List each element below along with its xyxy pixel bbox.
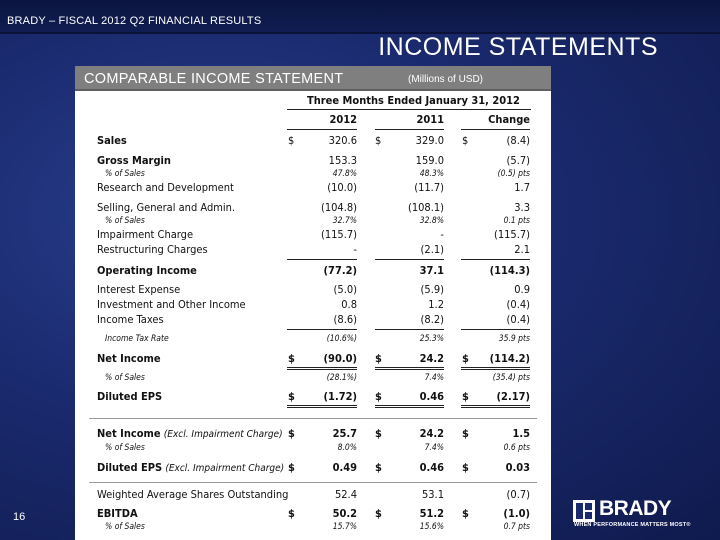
dollar-sign: $ <box>375 507 382 520</box>
row-label-sales: Sales <box>97 134 127 147</box>
col-underline-2011 <box>375 129 444 130</box>
cell-sga-2012: (104.8) <box>320 201 357 214</box>
row-label-ni-excl-pct: % of Sales <box>105 443 145 453</box>
cell-restructuring-2011: (2.1) <box>420 243 444 256</box>
row-label-diluted-eps: Diluted EPS <box>97 390 163 403</box>
cell-ni-excl-pct-2011: 7.4% <box>424 443 444 453</box>
row-label-rnd: Research and Development <box>97 181 234 194</box>
total-double-rule <box>375 405 444 408</box>
col-header-change: Change <box>488 113 530 126</box>
dollar-sign: $ <box>375 427 382 440</box>
row-label-eps-excl <box>97 462 284 475</box>
cell-impairment-change: (115.7) <box>493 228 530 241</box>
dollar-sign: $ <box>375 390 382 403</box>
cell-ni-excl-pct-2012: 8.0% <box>337 443 357 453</box>
cell-sga-pct-2011: 32.8% <box>419 216 444 226</box>
row-label-ni-pct: % of Sales <box>105 373 145 383</box>
row-label-operating-income: Operating Income <box>97 264 197 277</box>
total-double-rule <box>461 405 530 408</box>
income-statement-panel <box>75 66 551 540</box>
cell-operating-change: (114.3) <box>489 264 530 277</box>
dollar-sign: $ <box>375 461 382 474</box>
cell-rnd-2011: (11.7) <box>414 181 444 194</box>
cell-eps-excl-2011: 0.46 <box>419 461 444 474</box>
cell-taxes-2012: (8.6) <box>333 313 357 326</box>
cell-eps-2011: 0.46 <box>419 390 444 403</box>
row-label-eps-excl-main: Diluted EPS <box>97 461 163 474</box>
row-label-ni-excl <box>97 428 283 441</box>
header-band <box>0 0 720 34</box>
dollar-sign: $ <box>462 390 469 403</box>
cell-taxes-2011: (8.2) <box>420 313 444 326</box>
dollar-sign: $ <box>288 352 295 365</box>
dollar-sign: $ <box>288 507 295 520</box>
cell-tax-rate-2011: 25.3% <box>419 334 444 344</box>
cell-operating-2011: 37.1 <box>419 264 444 277</box>
row-label-taxes: Income Taxes <box>97 313 164 326</box>
cell-gm-pct-change: (0.5) pts <box>497 169 530 179</box>
cell-net-income-change: (114.2) <box>489 352 530 365</box>
total-double-rule <box>287 405 357 408</box>
cell-sales-2011: 329.0 <box>415 134 444 147</box>
dollar-sign: $ <box>288 427 295 440</box>
cell-operating-2012: (77.2) <box>323 264 357 277</box>
brady-logo-icon <box>573 500 595 522</box>
brady-logo-text: BRADY <box>599 497 672 520</box>
cell-gm-pct-2011: 48.3% <box>419 169 444 179</box>
row-label-impairment: Impairment Charge <box>97 228 194 241</box>
row-label-tax-rate: Income Tax Rate <box>105 334 169 344</box>
subtotal-rule <box>461 259 530 260</box>
dollar-sign: $ <box>462 507 469 520</box>
cell-net-income-2012: (90.0) <box>323 352 357 365</box>
cell-impairment-2012: (115.7) <box>320 228 357 241</box>
panel-title: COMPARABLE INCOME STATEMENT <box>84 71 344 87</box>
subtotal-rule <box>287 329 357 330</box>
cell-ni-excl-change: 1.5 <box>512 427 530 440</box>
cell-eps-excl-change: 0.03 <box>505 461 530 474</box>
row-label-interest: Interest Expense <box>97 283 181 296</box>
cell-ni-pct-2012: (28.1%) <box>326 373 357 383</box>
period-header: Three Months Ended January 31, 2012 <box>307 94 520 107</box>
cell-ni-excl-2012: 25.7 <box>332 427 357 440</box>
total-double-rule <box>375 367 444 370</box>
cell-ebitda-2011: 51.2 <box>419 507 444 520</box>
row-label-restructuring: Restructuring Charges <box>97 243 208 256</box>
col-underline-change <box>461 129 530 130</box>
cell-eps-2012: (1.72) <box>323 390 357 403</box>
dollar-sign: $ <box>288 461 295 474</box>
row-label-ebitda-pct: % of Sales <box>105 522 145 532</box>
dollar-sign: $ <box>462 134 469 147</box>
dollar-sign: $ <box>288 390 295 403</box>
row-label-gm-pct: % of Sales <box>105 169 145 179</box>
cell-ebitda-change: (1.0) <box>503 507 530 520</box>
section-divider <box>89 418 537 419</box>
dollar-sign: $ <box>375 134 382 147</box>
subtotal-rule <box>375 329 444 330</box>
cell-sales-change: (8.4) <box>506 134 530 147</box>
cell-tax-rate-change: 35.9 pts <box>498 334 530 344</box>
cell-sga-2011: (108.1) <box>407 201 444 214</box>
row-label-shares: Weighted Average Shares Outstanding <box>97 488 289 501</box>
cell-gross-margin-2011: 159.0 <box>415 154 444 167</box>
cell-gross-margin-2012: 153.3 <box>328 154 357 167</box>
cell-interest-2012: (5.0) <box>333 283 357 296</box>
cell-ebitda-pct-2012: 15.7% <box>332 522 357 532</box>
total-double-rule <box>461 367 530 370</box>
row-label-eps-excl-note: (Excl. Impairment Charge) <box>165 463 285 474</box>
row-label-net-income: Net Income <box>97 352 161 365</box>
cell-investment-2011: 1.2 <box>428 298 444 311</box>
cell-ni-pct-change: (35.4) pts <box>492 373 530 383</box>
cell-eps-change: (2.17) <box>496 390 530 403</box>
cell-sga-change: 3.3 <box>514 201 530 214</box>
cell-ebitda-pct-change: 0.7 pts <box>503 522 530 532</box>
period-underline <box>287 109 531 110</box>
col-header-2011: 2011 <box>416 113 444 126</box>
subtotal-rule <box>375 259 444 260</box>
cell-sga-pct-change: 0.1 pts <box>503 216 530 226</box>
cell-ni-excl-pct-change: 0.6 pts <box>503 443 530 453</box>
header-band-title: BRADY – FISCAL 2012 Q2 FINANCIAL RESULTS <box>7 15 262 27</box>
section-divider <box>89 482 537 483</box>
dollar-sign: $ <box>288 134 295 147</box>
dollar-sign: $ <box>462 352 469 365</box>
row-label-gross-margin: Gross Margin <box>97 154 171 167</box>
cell-ni-pct-2011: 7.4% <box>424 373 444 383</box>
cell-investment-change: (0.4) <box>506 298 530 311</box>
panel-header <box>75 66 551 91</box>
cell-eps-excl-2012: 0.49 <box>332 461 357 474</box>
dollar-sign: $ <box>462 427 469 440</box>
row-label-sga: Selling, General and Admin. <box>97 201 236 214</box>
col-header-2012: 2012 <box>329 113 357 126</box>
row-label-ni-excl-note: (Excl. Impairment Charge) <box>163 429 283 440</box>
panel-units: (Millions of USD) <box>408 74 484 85</box>
cell-sales-2012: 320.6 <box>328 134 357 147</box>
cell-rnd-2012: (10.0) <box>327 181 357 194</box>
cell-interest-2011: (5.9) <box>420 283 444 296</box>
subtotal-rule <box>287 259 357 260</box>
cell-gm-pct-2012: 47.8% <box>332 169 357 179</box>
cell-rnd-change: 1.7 <box>514 181 530 194</box>
cell-ni-excl-2011: 24.2 <box>419 427 444 440</box>
cell-gross-margin-change: (5.7) <box>506 154 530 167</box>
cell-tax-rate-2012: (10.6%) <box>326 334 357 344</box>
dollar-sign: $ <box>462 461 469 474</box>
page-number: 16 <box>13 511 26 523</box>
row-label-ebitda: EBITDA <box>97 507 138 520</box>
dollar-sign: $ <box>375 352 382 365</box>
cell-shares-2011: 53.1 <box>421 488 444 501</box>
cell-ebitda-pct-2011: 15.6% <box>419 522 444 532</box>
subtotal-rule <box>461 329 530 330</box>
cell-investment-2012: 0.8 <box>341 298 357 311</box>
cell-shares-change: (0.7) <box>506 488 530 501</box>
brady-tagline: WHEN PERFORMANCE MATTERS MOST® <box>574 522 691 528</box>
row-label-sga-pct: % of Sales <box>105 216 145 226</box>
cell-net-income-2011: 24.2 <box>419 352 444 365</box>
row-label-investment: Investment and Other Income <box>97 298 246 311</box>
cell-sga-pct-2012: 32.7% <box>332 216 357 226</box>
slide-title: INCOME STATEMENTS <box>378 33 658 61</box>
cell-impairment-2011: - <box>440 228 444 241</box>
cell-restructuring-2012: - <box>353 243 357 256</box>
col-underline-2012 <box>287 129 357 130</box>
row-label-ni-excl-main: Net Income <box>97 427 161 440</box>
cell-ebitda-2012: 50.2 <box>332 507 357 520</box>
cell-shares-2012: 52.4 <box>334 488 357 501</box>
cell-restructuring-change: 2.1 <box>514 243 530 256</box>
cell-interest-change: 0.9 <box>514 283 530 296</box>
total-double-rule <box>287 367 357 370</box>
cell-taxes-change: (0.4) <box>506 313 530 326</box>
